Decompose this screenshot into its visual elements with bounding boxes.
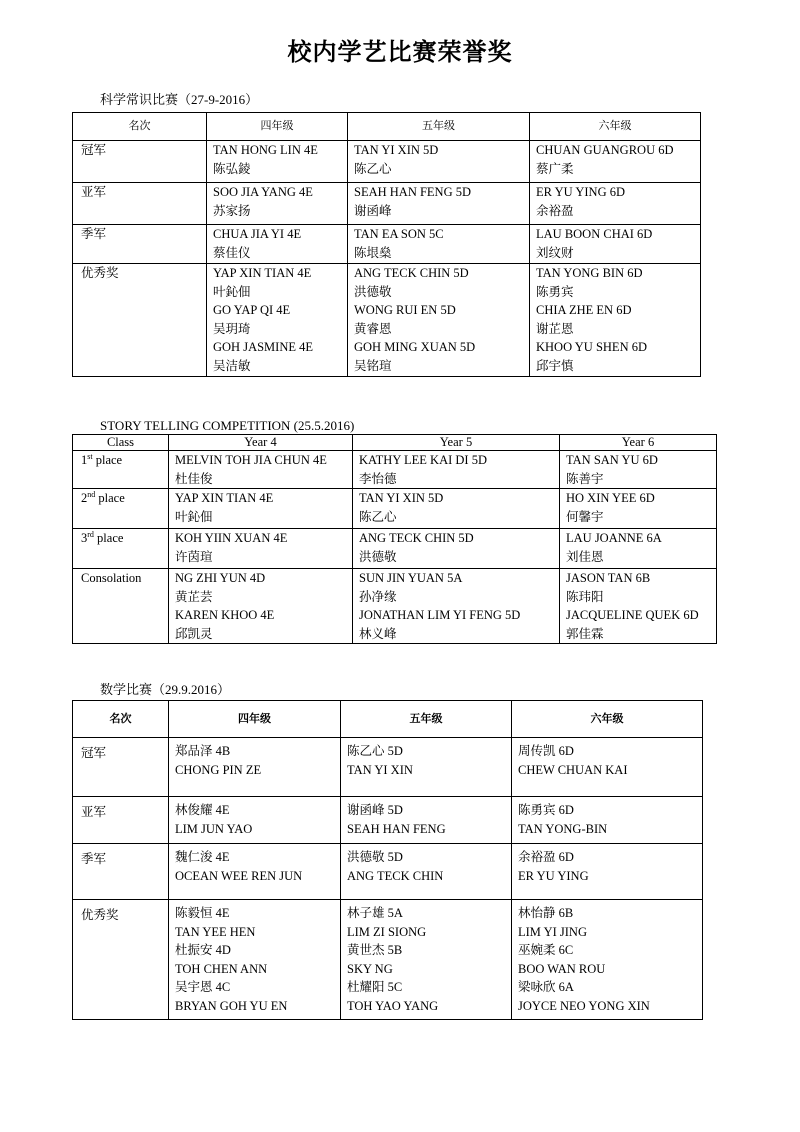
award-cell (169, 844, 341, 900)
student-name: 黄睿恩 (354, 321, 392, 336)
student-name: TAN SAN YU 6D (566, 453, 658, 467)
rank-label (73, 451, 169, 489)
student-name: YAP XIN TIAN 4E (213, 266, 312, 280)
student-name: 吴洁敏 (213, 358, 251, 373)
table-row (73, 451, 717, 489)
header-cell: 五年级 (348, 113, 530, 141)
header-cell: 名次 (73, 701, 169, 738)
student-name: YAP XIN TIAN 4E (175, 491, 274, 505)
student-name: 巫婉柔 6C (518, 943, 574, 957)
student-name: 余裕盈 (536, 203, 574, 218)
student-name: ANG TECK CHIN (347, 868, 444, 883)
student-name: MELVIN TOH JIA CHUN 4E (175, 453, 327, 467)
student-name: CHIA ZHE EN 6D (536, 303, 632, 317)
student-name: 洪德敬 (354, 284, 392, 299)
student-name: CHEW CHUAN KAI (518, 762, 628, 777)
student-name: 郑品泽 4B (175, 744, 231, 758)
student-name: SEAH HAN FENG (347, 821, 446, 836)
rank-label (73, 529, 169, 569)
table-row (73, 489, 717, 529)
student-name: CHUAN GUANGROU 6D (536, 143, 674, 157)
header-cell: Year 5 (353, 435, 560, 451)
table-row (73, 797, 703, 844)
student-name: 杜耀阳 5C (347, 980, 403, 994)
table-row (73, 264, 701, 377)
table-row (73, 183, 701, 225)
header-cell: 四年级 (207, 113, 348, 141)
student-name: 邱凯灵 (175, 626, 213, 641)
student-name: 陈乙心 5D (347, 744, 403, 758)
story-caption: STORY TELLING COMPETITION (25.5.2016) (100, 418, 355, 433)
math-caption: 数学比赛（29.9.2016） (100, 682, 231, 697)
header-cell: 名次 (73, 113, 207, 141)
student-name: SEAH HAN FENG 5D (354, 185, 472, 199)
student-name: 陈乙心 (354, 161, 392, 176)
award-cell (207, 225, 348, 264)
award-cell (169, 900, 341, 1020)
student-name: GO YAP QI 4E (213, 303, 291, 317)
award-cell (530, 225, 701, 264)
award-cell (169, 529, 353, 569)
student-name: TAN YI XIN 5D (354, 143, 439, 157)
student-name: 陈垠燊 (354, 245, 392, 260)
student-name: 蔡佳仪 (213, 245, 251, 260)
rank-number: 3 (81, 531, 88, 545)
award-cell (348, 264, 530, 377)
student-name: KATHY LEE KAI DI 5D (359, 453, 487, 467)
student-name: 洪德敬 5D (347, 850, 403, 864)
student-name: KHOO YU SHEN 6D (536, 340, 647, 354)
student-name: 陈乙心 (359, 509, 397, 524)
student-name: 黄世杰 5B (347, 943, 403, 957)
rank-number: 2 (81, 491, 88, 505)
story-table (72, 434, 717, 644)
rank-text: Consolation (81, 571, 142, 585)
student-name: 吴宇恩 4C (175, 980, 231, 994)
student-name: 陈毅恒 4E (175, 906, 230, 920)
award-cell (169, 569, 353, 644)
rank-label (73, 569, 169, 644)
student-name: 魏仁浚 4E (175, 850, 230, 864)
header-cell: 六年级 (530, 113, 701, 141)
student-name: CHONG PIN ZE (175, 762, 262, 777)
rank-number: 1 (81, 453, 88, 467)
student-name: TAN YI XIN (347, 762, 413, 777)
award-cell (353, 529, 560, 569)
student-name: 梁咏欣 6A (518, 980, 574, 994)
student-name: GOH JASMINE 4E (213, 340, 313, 354)
award-cell (530, 183, 701, 225)
award-cell (207, 264, 348, 377)
student-name: NG ZHI YUN 4D (175, 571, 266, 585)
student-name: JACQUELINE QUEK 6D (566, 608, 699, 622)
student-name: 陈勇宾 (536, 284, 574, 299)
award-cell (169, 451, 353, 489)
science-caption: 科学常识比赛（27-9-2016） (100, 92, 259, 107)
student-name: WONG RUI EN 5D (354, 303, 456, 317)
award-cell (341, 738, 512, 797)
table-header-row (73, 701, 703, 738)
student-name: TOH YAO YANG (347, 998, 439, 1013)
student-name: 洪德敬 (359, 549, 397, 564)
table-header-row (73, 435, 717, 451)
table-header-row (73, 113, 701, 141)
student-name: 刘佳恩 (566, 549, 604, 564)
student-name: ANG TECK CHIN 5D (354, 266, 469, 280)
student-name: 林怡静 6B (518, 906, 574, 920)
student-name: 杜振安 4D (175, 943, 231, 957)
header-cell: Year 6 (560, 435, 717, 451)
award-cell (341, 797, 512, 844)
rank-text: place (93, 531, 124, 545)
student-name: SUN JIN YUAN 5A (359, 571, 463, 585)
student-name: JASON TAN 6B (566, 571, 651, 585)
student-name: TAN YI XIN 5D (359, 491, 444, 505)
rank-text: place (95, 491, 125, 505)
student-name: 蔡广柔 (536, 161, 574, 176)
award-cell (353, 569, 560, 644)
rank-label: 亚军 (73, 797, 169, 844)
award-cell (341, 900, 512, 1020)
award-cell (512, 738, 703, 797)
header-cell: Year 4 (169, 435, 353, 451)
student-name: 谢芷恩 (536, 321, 574, 336)
rank-label: 季军 (73, 844, 169, 900)
rank-suffix: st (87, 451, 93, 461)
student-name: 谢函峰 5D (347, 803, 403, 817)
student-name: 何馨宇 (566, 509, 604, 524)
award-cell (341, 844, 512, 900)
award-cell (353, 451, 560, 489)
student-name: KAREN KHOO 4E (175, 608, 275, 622)
student-name: ER YU YING 6D (536, 185, 625, 199)
student-name: 刘纹财 (536, 245, 574, 260)
student-name: TOH CHEN ANN (175, 961, 268, 976)
student-name: 许茵瑄 (175, 549, 213, 564)
table-row (73, 225, 701, 264)
student-name: JONATHAN LIM YI FENG 5D (359, 608, 521, 622)
student-name: 陈善宇 (566, 471, 604, 486)
student-name: 叶鈊佃 (213, 284, 251, 299)
award-cell (348, 225, 530, 264)
rank-label: 冠军 (73, 738, 169, 797)
rank-label (73, 489, 169, 529)
header-cell: 六年级 (512, 701, 703, 738)
math-table (72, 700, 703, 1020)
award-cell (560, 569, 717, 644)
student-name: LAU BOON CHAI 6D (536, 227, 653, 241)
table-row (73, 738, 703, 797)
student-name: 林子雄 5A (347, 906, 403, 920)
rank-label: 冠军 (73, 141, 207, 183)
student-name: OCEAN WEE REN JUN (175, 868, 303, 883)
table-row (73, 141, 701, 183)
award-cell (169, 797, 341, 844)
student-name: 叶鈊佃 (175, 509, 213, 524)
award-cell (207, 183, 348, 225)
award-cell (207, 141, 348, 183)
student-name: TAN YEE HEN (175, 924, 256, 939)
student-name: KOH YIIN XUAN 4E (175, 531, 288, 545)
student-name: 杜佳俊 (175, 471, 213, 486)
student-name: SKY NG (347, 961, 393, 976)
award-cell (512, 844, 703, 900)
student-name: ANG TECK CHIN 5D (359, 531, 474, 545)
student-name: 孙净缘 (359, 589, 397, 604)
student-name: TAN YONG BIN 6D (536, 266, 643, 280)
student-name: 谢函峰 (354, 203, 392, 218)
header-cell: 五年级 (341, 701, 512, 738)
award-cell (512, 797, 703, 844)
student-name: CHUA JIA YI 4E (213, 227, 302, 241)
award-cell (560, 529, 717, 569)
student-name: 陈玮阳 (566, 589, 604, 604)
rank-suffix: nd (87, 489, 96, 499)
science-table (72, 112, 701, 377)
table-row (73, 529, 717, 569)
student-name: SOO JIA YANG 4E (213, 185, 313, 199)
header-cell: 四年级 (169, 701, 341, 738)
student-name: TAN EA SON 5C (354, 227, 444, 241)
award-cell (353, 489, 560, 529)
student-name: 李怡德 (359, 471, 397, 486)
rank-label: 季军 (73, 225, 207, 264)
rank-text: place (92, 453, 123, 467)
student-name: BRYAN GOH YU EN (175, 998, 288, 1013)
student-name: 陈弘錂 (213, 161, 251, 176)
student-name: TAN YONG-BIN (518, 821, 608, 836)
student-name: 郭佳霖 (566, 626, 604, 641)
award-cell (169, 489, 353, 529)
award-cell (530, 264, 701, 377)
award-cell (560, 489, 717, 529)
student-name: TAN HONG LIN 4E (213, 143, 318, 157)
student-name: GOH MING XUAN 5D (354, 340, 476, 354)
student-name: 周传凯 6D (518, 744, 574, 758)
student-name: 吴玥琦 (213, 321, 251, 336)
award-cell (560, 451, 717, 489)
student-name: HO XIN YEE 6D (566, 491, 655, 505)
student-name: LAU JOANNE 6A (566, 531, 662, 545)
rank-suffix: rd (87, 529, 94, 539)
student-name: 林俊耀 4E (175, 803, 230, 817)
award-cell (348, 183, 530, 225)
student-name: JOYCE NEO YONG XIN (518, 998, 650, 1013)
student-name: LIM JUN YAO (175, 821, 253, 836)
table-row (73, 900, 703, 1020)
rank-label: 亚军 (73, 183, 207, 225)
student-name: 吴铭瑄 (354, 358, 392, 373)
rank-label: 优秀奖 (73, 900, 169, 1020)
rank-label: 优秀奖 (73, 264, 207, 377)
award-cell (169, 738, 341, 797)
page-title: 校内学艺比赛荣誉奖 (287, 38, 513, 66)
student-name: LIM YI JING (518, 924, 587, 939)
student-name: 苏家扬 (213, 203, 251, 218)
student-name: ER YU YING (518, 868, 589, 883)
student-name: 陈勇宾 6D (518, 803, 574, 817)
table-row (73, 569, 717, 644)
header-cell: Class (73, 435, 169, 451)
student-name: 余裕盈 6D (518, 850, 574, 864)
student-name: 邱宇慎 (536, 358, 574, 373)
student-name: 林义峰 (359, 626, 397, 641)
award-cell (512, 900, 703, 1020)
student-name: 黄芷芸 (175, 589, 213, 604)
student-name: BOO WAN ROU (518, 961, 606, 976)
student-name: LIM ZI SIONG (347, 924, 427, 939)
award-cell (530, 141, 701, 183)
award-cell (348, 141, 530, 183)
table-row (73, 844, 703, 900)
